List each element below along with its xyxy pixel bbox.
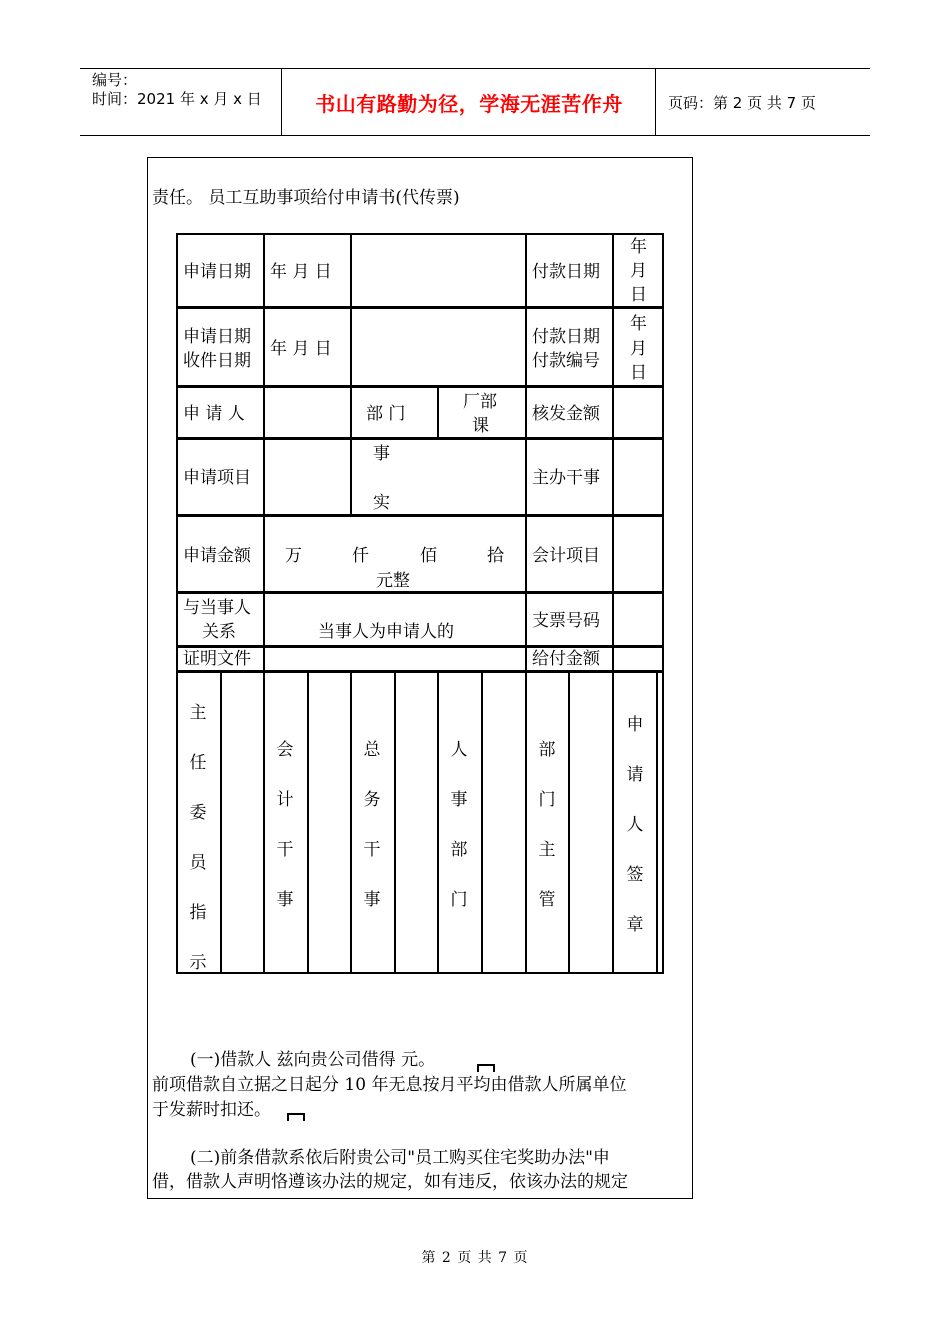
para2-line2: 借，借款人声明恪遵该办法的规定，如有违反，依该办法的规定 [152,1172,628,1192]
signature-hr: 人 事 部 门 [450,740,468,910]
pay-date-label: 付款日期 [532,262,600,282]
section-label: 课 [472,416,489,436]
signature-general-affairs: 总 务 干 事 [363,740,381,910]
apply-date2-label: 申请日期 [183,327,251,347]
ymd2-day: 日 [630,363,647,383]
fact-bottom: 实 [373,493,390,513]
signature-accounting: 会 计 干 事 [276,740,294,910]
unit-wan: 万 [285,546,302,566]
para1-line3: 于发薪时扣还。 [152,1100,271,1120]
lead-text: 责任。 员工互助事项给付申请书(代传票) [152,188,460,208]
accounting-item-label: 会计项目 [532,546,600,566]
apply-amount-label: 申请金额 [183,546,251,566]
unit-bai: 佰 [420,546,437,566]
footer-page: 第 2 页 共 7 页 [421,1250,529,1266]
time-label: 时间：2021 年 x 月 x 日 [92,90,262,108]
ymd2-year: 年 [630,314,647,334]
department-label: 部 门 [366,404,406,424]
apply-date2-value: 年 月 日 [270,339,332,359]
ymd-year: 年 [630,237,647,257]
unit-shi: 拾 [487,546,504,566]
signature-dept-manager: 部 门 主 管 [538,740,556,910]
ymd2-month: 月 [630,339,647,359]
ymd-month: 月 [630,261,647,281]
relation-value: 当事人为申请人的 [318,622,454,642]
para1-line2: 前项借款自立据之日起分 10 年无息按月平均由借款人所属单位 [152,1075,627,1095]
signature-applicant: 申 请 人 签 章 [626,715,644,935]
apply-item-label: 申请项目 [183,468,251,488]
motto: 书山有路勤为径，学海无涯苦作舟 [315,92,623,116]
receive-date-label: 收件日期 [183,351,251,371]
para2-line1: (二)前条借款系依后附贵公司"员工购买住宅奖助办法"申 [190,1148,610,1168]
pay-amount-label: 给付金额 [532,649,600,669]
ymd-day: 日 [630,285,647,305]
relation-label-1: 与当事人 [183,598,251,618]
pay-no-label: 付款编号 [532,351,600,371]
return-mark-icon-2 [287,1113,305,1121]
applicant-label: 申 请 人 [183,404,245,424]
number-label: 编号： [92,71,138,89]
amount-end: 元整 [376,571,410,591]
apply-date-label: 申请日期 [183,262,251,282]
proof-doc-label: 证明文件 [183,649,251,669]
return-mark-icon [477,1064,495,1072]
officer-label: 主办干事 [532,468,600,488]
relation-label-2: 关系 [202,622,236,642]
cheque-no-label: 支票号码 [532,611,600,631]
factory-label: 厂部 [463,392,497,412]
para1-line1: (一)借款人 兹向贵公司借得 元。 [190,1050,436,1070]
page-info: 页码：第 2 页 共 7 页 [668,94,816,112]
apply-date-value: 年 月 日 [270,262,332,282]
approved-amount-label: 核发金额 [532,404,600,424]
signature-director: 主 任 委 员 指 示 [189,703,207,973]
pay-date2-label: 付款日期 [532,327,600,347]
fact-top: 事 [373,444,390,464]
unit-qian: 仟 [352,546,369,566]
